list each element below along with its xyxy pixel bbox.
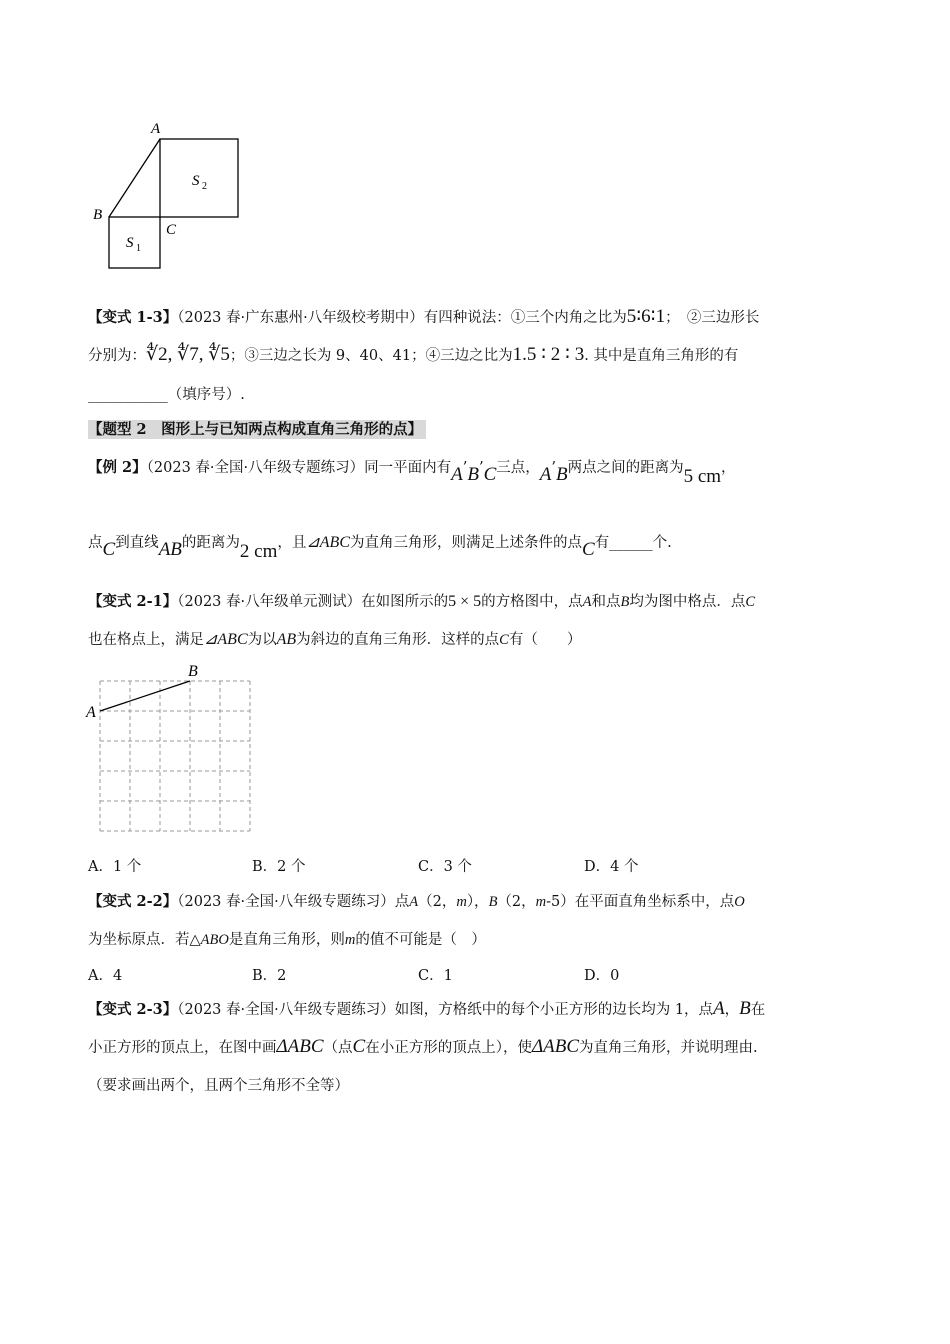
v21-line1	[88, 590, 755, 611]
v23-l2d: 为直角三角形，并说明理由.	[579, 1040, 758, 1056]
ex2-l2b: 到直线	[115, 535, 159, 551]
ex2-l2e: 为直角三角形，则满足上述条件的点	[350, 535, 582, 551]
v23-line1	[88, 998, 765, 1020]
ex2-line1	[88, 456, 736, 487]
v22-b: B	[488, 894, 498, 910]
v13-blank: ___________	[88, 387, 168, 403]
label-s2: S	[192, 173, 200, 189]
v22-tag: 【变式 2-2】	[88, 893, 178, 910]
v23-l2a: 小正方形的顶点上，在图中画	[88, 1040, 277, 1056]
label-s1: S	[126, 235, 134, 251]
v23-t2: 在	[750, 1002, 766, 1018]
v21-b: B	[620, 594, 630, 610]
ex2-a2: A	[539, 464, 552, 485]
v21-option-d[interactable]: D．4 个	[584, 859, 639, 875]
v22-t3: ），	[466, 894, 489, 910]
v13-l2a: 分别为：	[88, 348, 146, 364]
v22-t5: -5）在平面直角坐标系中，点	[546, 894, 735, 910]
v22-a: A	[409, 894, 419, 910]
v13-l3: （填序号）.	[167, 387, 245, 403]
v22-m3: m	[344, 932, 356, 948]
ex2-tag: 【例 2】	[88, 459, 147, 476]
grid-label-a: A	[86, 704, 96, 721]
v22-l2c: 的值不可能是（ ）	[355, 932, 486, 948]
v23-line3	[88, 1074, 349, 1095]
segment-ab-grid	[100, 681, 190, 711]
ex2-triangle: ⊿ABC	[306, 534, 350, 551]
v21-l2d: 有（ ）	[508, 632, 582, 648]
v22-t1: （2023 春·全国·八年级专题练习）点	[177, 894, 410, 910]
v23-a: A	[713, 998, 725, 1019]
v13-line1	[88, 305, 759, 328]
v23-l2c: 在小正方形的顶点上），使	[365, 1040, 532, 1056]
type2-heading	[88, 418, 426, 439]
v23-line2	[88, 1036, 758, 1058]
ex2-comma1: ’	[462, 460, 468, 476]
v22-abo: ABO	[200, 932, 229, 948]
ex2-b2: B	[555, 464, 568, 485]
ex2-ab: AB	[158, 539, 182, 560]
v13-l2b: ；③三边之长为 9、40、41；④三边之比为	[229, 348, 513, 364]
v22-m1: m	[456, 894, 467, 910]
ex2-l2c: 的距离为	[181, 535, 240, 551]
v21-l2a: 也在格点上，满足	[88, 632, 204, 648]
v21-c2: C	[499, 632, 509, 648]
grid-label-b: B	[188, 663, 198, 680]
ex2-t1: （2023 春·全国·八年级专题练习）同一平面内有	[146, 460, 452, 476]
ex2-a1: A	[451, 464, 463, 485]
v23-tri2: ΔABC	[531, 1036, 580, 1057]
v23-tag: 【变式 2-3】	[88, 1001, 178, 1018]
v21-tag: 【变式 2-1】	[88, 593, 178, 610]
type2-heading-text: 【题型 2 图形上与已知两点构成直角三角形的点】	[88, 420, 426, 439]
v13-ratio1: 5∶6∶1	[626, 306, 666, 327]
v21-option-c[interactable]: C．3 个	[418, 859, 472, 875]
v21-l2b: 为以	[247, 632, 277, 648]
ex2-t2: 三点，	[496, 460, 540, 476]
v21-option-b[interactable]: B．2 个	[252, 859, 306, 875]
label-s1-sub: 1	[136, 243, 141, 254]
v23-c: C	[352, 1036, 366, 1057]
label-s2-sub: 2	[202, 181, 207, 192]
ex2-l2d: ，且	[277, 535, 307, 551]
v22-option-d[interactable]: D．0	[584, 968, 620, 984]
ex2-line2	[88, 531, 672, 562]
v22-m2: m	[535, 894, 547, 910]
figure-grid	[82, 660, 262, 835]
v22-t2: （2，	[418, 894, 457, 910]
v21-triangle: ⊿ABC	[204, 631, 248, 648]
ex2-t3: 两点之间的距离为	[567, 460, 684, 476]
v23-comma: ，	[724, 1002, 740, 1018]
square-s1	[109, 217, 160, 268]
v22-option-a[interactable]: A．4	[88, 968, 123, 984]
v21-a: A	[582, 594, 592, 610]
v23-b: B	[739, 998, 751, 1019]
ex2-comma3: ’	[551, 460, 556, 476]
v13-line3	[88, 383, 245, 404]
ex2-dist2: 2 cm	[239, 541, 278, 562]
v21-ab: AB	[276, 631, 297, 648]
v22-o: O	[734, 894, 745, 910]
ex2-l2f: 有______个.	[594, 535, 672, 551]
ex2-c1: C	[483, 464, 497, 485]
v23-t1: （2023 春·全国·八年级专题练习）如图，方格纸中的每个小正方形的边长均为 1，点	[177, 1002, 714, 1018]
v22-t4: （2，	[497, 894, 536, 910]
v22-option-b[interactable]: B．2	[252, 968, 287, 984]
v23-l3: （要求画出两个，且两个三角形不全等）	[88, 1078, 349, 1094]
label-c: C	[166, 222, 177, 238]
v13-l2c: . 其中是直角三角形的有	[584, 348, 739, 364]
segment-ab	[109, 139, 160, 217]
v21-l2c: 为斜边的直角三角形．这样的点	[296, 632, 500, 648]
ex2-c2: C	[102, 539, 116, 560]
v13-tag: 【变式 1-3】	[88, 309, 178, 326]
v13-source: （2023 春·广东惠州·八年级校考期中）有四种说法：①三个内角之比为	[177, 310, 627, 326]
v23-l2b: （点	[323, 1040, 353, 1056]
v21-c: C	[745, 594, 756, 610]
ex2-dist1: 5 cm	[683, 466, 722, 487]
v13-text2: ； ②三边形长	[665, 310, 760, 326]
v21-line2	[88, 628, 581, 649]
v21-t3: 和点	[591, 594, 621, 610]
v21-grid-size: 5 × 5	[448, 593, 482, 610]
label-b: B	[93, 207, 103, 223]
ex2-b1: B	[467, 464, 479, 485]
ex2-t4: ，	[721, 460, 736, 476]
v22-option-c[interactable]: C．1	[418, 968, 453, 984]
v13-roots: ∜2, ∜7, ∜5	[146, 344, 230, 365]
v21-t4: 均为图中格点．点	[629, 594, 746, 610]
v13-line2	[88, 343, 738, 366]
v21-option-a[interactable]: A．1 个	[88, 859, 142, 875]
ex2-c3: C	[582, 539, 595, 560]
ex2-l2a: 点	[88, 535, 103, 551]
v22-line1	[88, 890, 745, 911]
v22-l2b: 是直角三角形，则	[228, 932, 345, 948]
label-a: A	[151, 121, 161, 137]
v13-ratio2: 1.5 ∶ 2 ∶ 3	[512, 344, 585, 365]
v22-line2	[88, 928, 486, 949]
v21-t1: （2023 春·八年级单元测试）在如图所示的	[177, 594, 449, 610]
figure-squares	[80, 115, 260, 275]
v23-tri1: ΔABC	[276, 1036, 324, 1057]
v21-t2: 的方格图中，点	[481, 594, 583, 610]
v22-l2a: 为坐标原点．若△	[88, 932, 201, 948]
ex2-comma2: ’	[478, 460, 484, 476]
